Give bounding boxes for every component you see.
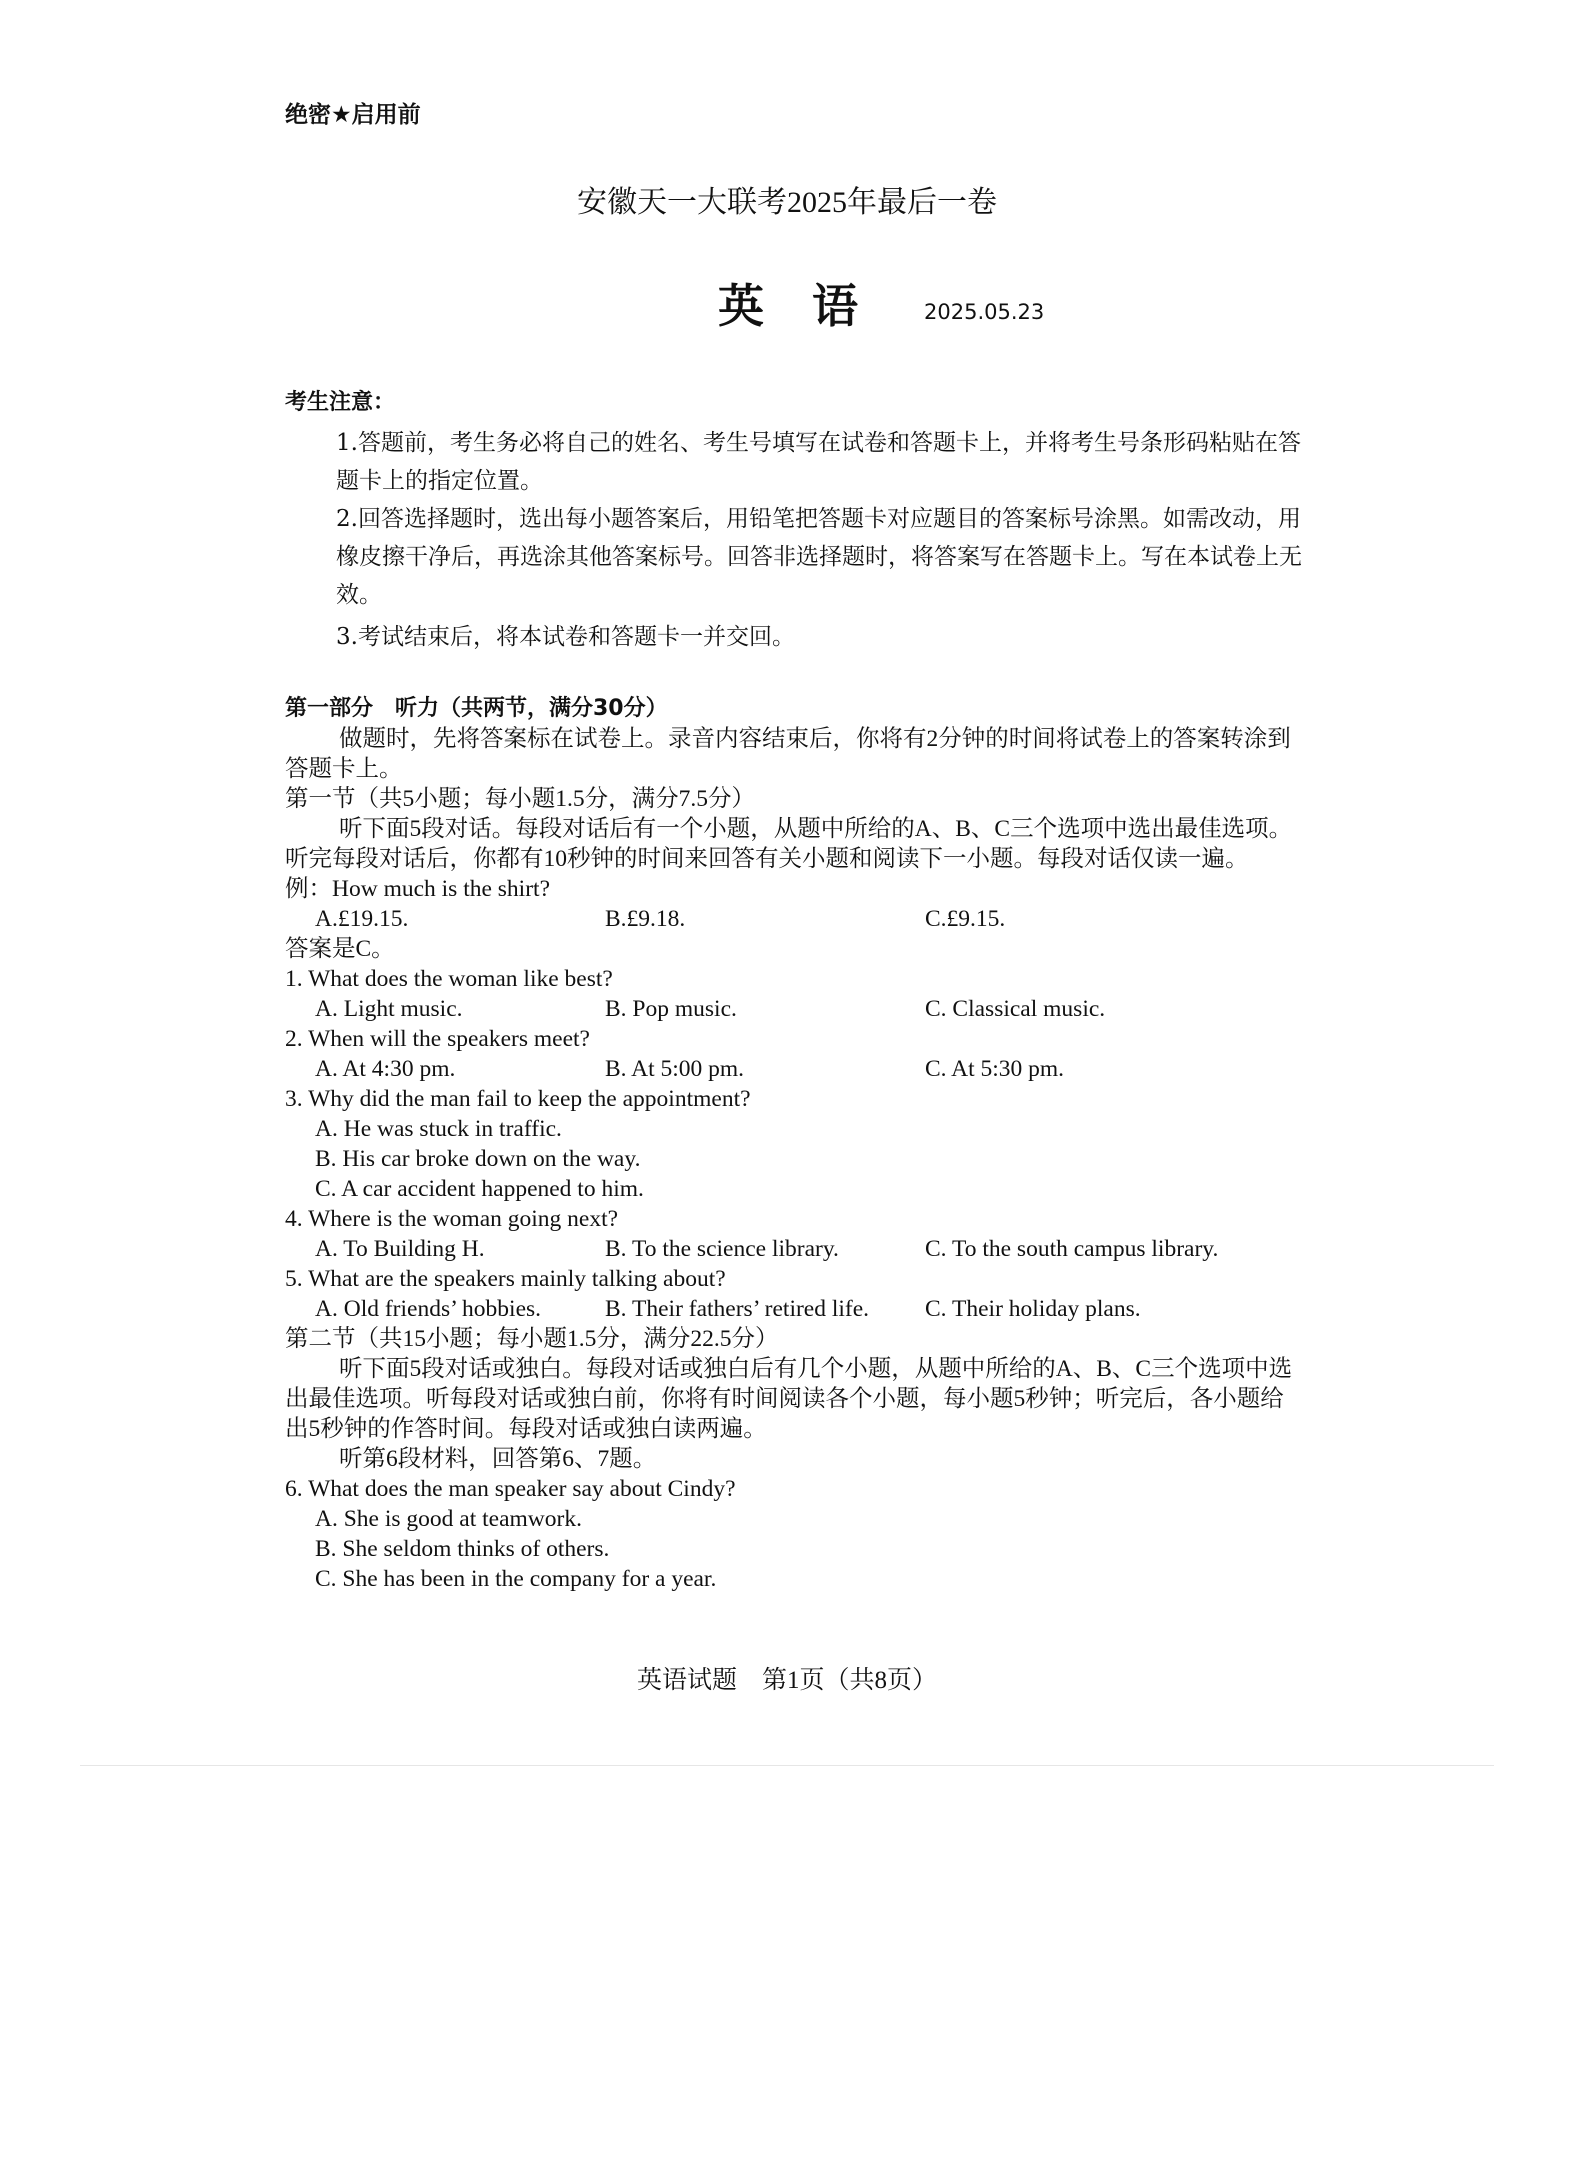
confidential-label: 绝密★启用前 <box>285 102 421 128</box>
example-answer: 答案是C。 <box>285 936 395 962</box>
part-intro: 做题时，先将答案标在试卷上。录音内容结束后，你将有2分钟的时间将试卷上的答案转涂到答题卡上。 <box>285 726 1291 782</box>
option-a: A. Old friends’ hobbies. <box>315 1296 542 1322</box>
exam-date: 2025.05.23 <box>924 300 1045 324</box>
question-4: 4. Where is the woman going next? <box>285 1206 619 1232</box>
question-1: 1. What does the woman like best? <box>285 966 613 992</box>
option-c: C. A car accident happened to him. <box>315 1176 644 1202</box>
question-1-options <box>285 994 1305 1024</box>
option-b: B. Their fathers’ retired life. <box>605 1296 870 1322</box>
example-options <box>285 904 1305 934</box>
notice-heading: 考生注意： <box>285 390 396 415</box>
question-5: 5. What are the speakers mainly talking about? <box>285 1266 726 1292</box>
option-a: A. To Building H. <box>315 1236 485 1262</box>
option-a: A. She is good at teamwork. <box>315 1506 582 1532</box>
section-title: 第二节（共15小题；每小题1.5分，满分22.5分） <box>285 1326 779 1352</box>
section-instructions: 听下面5段对话。每段对话后有一个小题，从题中所给的A、B、C三个选项中选出最佳选项。听完每段对话后，你都有10秒钟的时间来回答有关小题和阅读下一小题。每段对话仅读一遍。 <box>285 816 1293 872</box>
option-b: B. His car broke down on the way. <box>315 1146 641 1172</box>
option-b: B. She seldom thinks of others. <box>315 1536 610 1562</box>
option-c: C. Their holiday plans. <box>925 1296 1141 1322</box>
listening-part <box>285 694 1305 1594</box>
question-6: 6. What does the man speaker say about Cindy? <box>285 1476 736 1502</box>
option-b: B. At 5:00 pm. <box>605 1056 745 1082</box>
notice-item: 3.考试结束后，将本试卷和答题卡一并交回。 <box>336 624 795 650</box>
option-a: A. At 4:30 pm. <box>315 1056 456 1082</box>
option-a: A. He was stuck in traffic. <box>315 1116 562 1142</box>
question-3: 3. Why did the man fail to keep the appointment? <box>285 1086 751 1112</box>
option-b: B. Pop music. <box>605 996 737 1022</box>
option-c: C. She has been in the company for a year. <box>315 1566 717 1592</box>
option-c: C. Classical music. <box>925 996 1106 1022</box>
page-footer: 英语试题 第1页（共8页） <box>636 1667 937 1694</box>
option-c: C. At 5:30 pm. <box>925 1056 1065 1082</box>
question-4-options <box>285 1234 1305 1264</box>
option-a: A.£19.15. <box>315 906 409 932</box>
section-title: 第一节（共5小题；每小题1.5分，满分7.5分） <box>285 786 755 812</box>
part-title: 第一部分 听力（共两节，满分30分） <box>285 696 668 721</box>
option-b: B.£9.18. <box>605 906 686 932</box>
notice-item: 1.答题前，考生务必将自己的姓名、考生号填写在试卷和答题卡上，并将考生号条形码粘贴在答题卡上的指定位置。 <box>336 430 1301 494</box>
subject-title: 英语 <box>718 279 906 333</box>
option-a: A. Light music. <box>315 996 463 1022</box>
exam-title: 安徽天一大联考2025年最后一卷 <box>577 186 997 219</box>
question-2: 2. When will the speakers meet? <box>285 1026 590 1052</box>
material-note: 听第6段材料，回答第6、7题。 <box>339 1446 657 1472</box>
section-instructions: 听下面5段对话或独白。每段对话或独白后有几个小题，从题中所给的A、B、C三个选项中选出最佳选项。听每段对话或独白前，你将有时间阅读各个小题，每小题5秒钟；听完后，各小题给出5秒钟的作答时间。每段对话或独白读两遍。 <box>285 1356 1293 1442</box>
page-divider <box>80 1765 1494 1766</box>
example-question: 例：How much is the shirt? <box>285 876 550 902</box>
option-c: C. To the south campus library. <box>925 1236 1219 1262</box>
option-b: B. To the science library. <box>605 1236 839 1262</box>
option-c: C.£9.15. <box>925 906 1006 932</box>
notice-item: 2.回答选择题时，选出每小题答案后，用铅笔把答题卡对应题目的答案标号涂黑。如需改动，用橡皮擦干净后，再选涂其他答案标号。回答非选择题时，将答案写在答题卡上。写在本试卷上无效。 <box>336 506 1302 608</box>
question-2-options <box>285 1054 1305 1084</box>
question-5-options <box>285 1294 1305 1324</box>
